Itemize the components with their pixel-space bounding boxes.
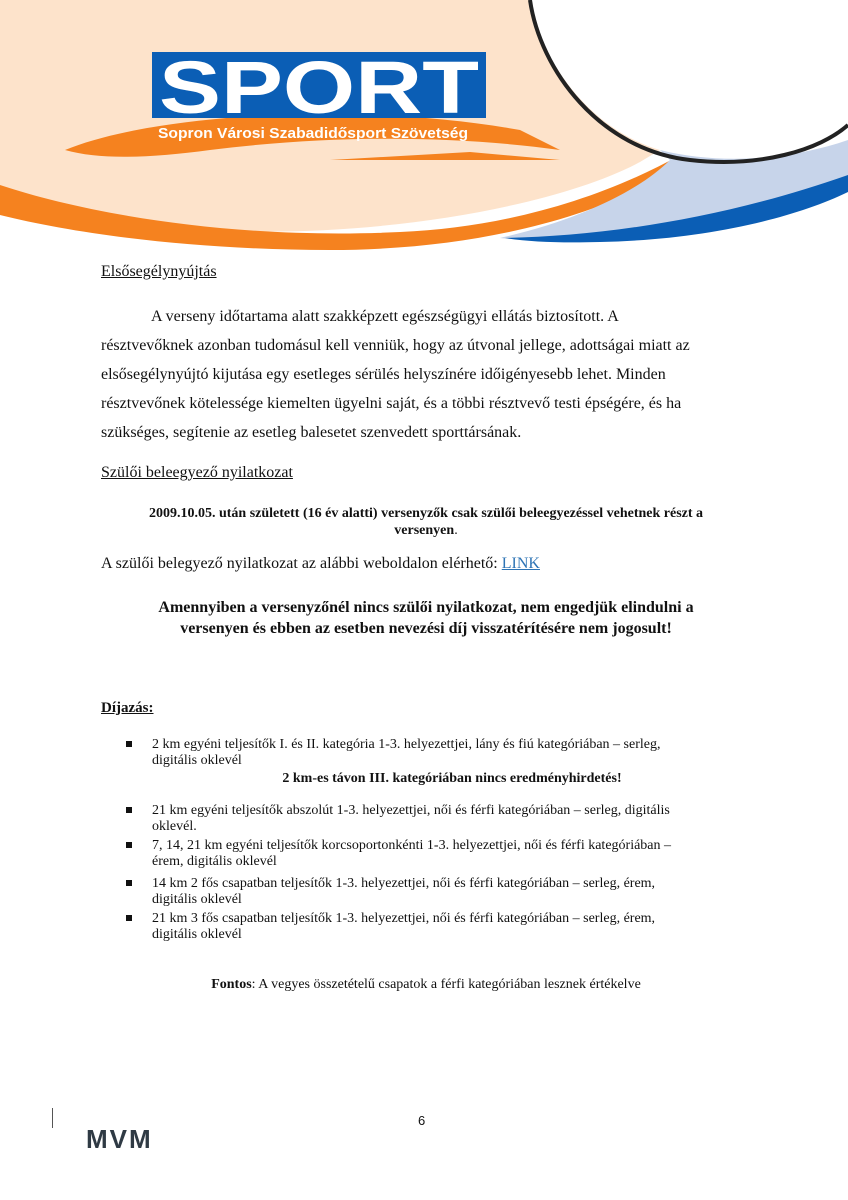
logo-subtitle: Sopron Városi Szabadidősport Szövetség: [158, 125, 469, 142]
first-aid-line: szükséges, segítenie az esetleg balesetet szenvedett sporttársának.: [101, 424, 522, 441]
first-aid-line: A verseny időtartama alatt szakképzett egészségügyi ellátás biztosított. A: [151, 308, 619, 325]
important-text: : A vegyes összetételű csapatok a férfi kategóriában lesznek értékelve: [251, 977, 641, 992]
award-note-no-results: 2 km-es távon III. kategóriában nincs eredményhirdetés!: [282, 771, 622, 786]
parental-warning-line2: versenyen és ebben az esetben nevezési díj visszatérítésére nem jogosult!: [180, 620, 672, 637]
parental-notice-period: .: [454, 523, 458, 538]
important-label: Fontos: [211, 977, 252, 992]
heading-parental-consent: Szülői beleegyező nyilatkozat: [101, 464, 293, 481]
heading-awards: Díjazás:: [101, 700, 154, 716]
parental-notice: [101, 505, 751, 539]
award-item-line: 14 km 2 fős csapatban teljesítők 1-3. helyezettjei, női és férfi kategóriában – serleg, érem,: [152, 876, 656, 891]
award-item-line: oklevél.: [152, 819, 197, 834]
bullet-icon: [126, 807, 132, 813]
first-aid-line: résztvevőknek azonban tudomásul kell venniük, hogy az útvonal jellege, adottságai miatt az: [101, 337, 690, 354]
award-item-line: 7, 14, 21 km egyéni teljesítők korcsoportonkénti 1-3. helyezettjei, női és férfi kategóriában –: [152, 838, 672, 853]
header-banner: [0, 0, 848, 250]
award-item-line: 21 km egyéni teljesítők abszolút 1-3. helyezettjei, női és férfi kategóriában – serleg, digitális: [152, 803, 670, 818]
bullet-icon: [126, 741, 132, 747]
award-item-line: 2 km egyéni teljesítők I. és II. kategória 1-3. helyezettjei, lány és fiú kategóriában – serleg,: [152, 737, 661, 752]
award-item-line: érem, digitális oklevél: [152, 854, 277, 869]
footer-divider: [52, 1108, 53, 1128]
award-item-line: digitális oklevél: [152, 753, 242, 768]
page-number: 6: [418, 1113, 426, 1128]
award-item-line: 21 km 3 fős csapatban teljesítők 1-3. helyezettjei, női és férfi kategóriában – serleg, érem,: [152, 911, 656, 926]
parental-form-link[interactable]: LINK: [501, 555, 540, 572]
award-item-line: digitális oklevél: [152, 892, 242, 907]
parental-warning-line1: Amennyiben a versenyzőnél nincs szülői nyilatkozat, nem engedjük elindulni a: [158, 599, 694, 616]
parental-link-text: A szülői belegyező nyilatkozat az alábbi weboldalon elérhető:: [101, 555, 502, 572]
first-aid-line: elsősegélynyújtó kijutása egy esetleges sérülés helyszínére időigényesebb lehet. Minden: [101, 366, 666, 383]
first-aid-line: résztvevőnek kötelessége kiemelten ügyelni saját, és a többi résztvevő testi épségére, és ha: [101, 395, 682, 412]
parental-notice-line1: 2009.10.05. után született (16 év alatti) versenyzők csak szülői beleegyezéssel vehetnek részt a: [148, 506, 704, 521]
mvm-logo: MVM: [86, 1124, 153, 1154]
important-note: [101, 977, 751, 993]
parental-notice-line2: versenyen: [394, 523, 455, 538]
award-item-line: digitális oklevél: [152, 927, 242, 942]
first-aid-paragraph: [101, 302, 751, 447]
heading-first-aid: Elsősegélynyújtás: [101, 263, 217, 280]
header-graphic: [0, 0, 848, 250]
bullet-icon: [126, 880, 132, 886]
bullet-icon: [126, 842, 132, 848]
bullet-icon: [126, 915, 132, 921]
sport-logo-word: SPORT: [159, 46, 479, 129]
parental-link-line: [101, 555, 540, 573]
parental-warning: [101, 597, 751, 639]
